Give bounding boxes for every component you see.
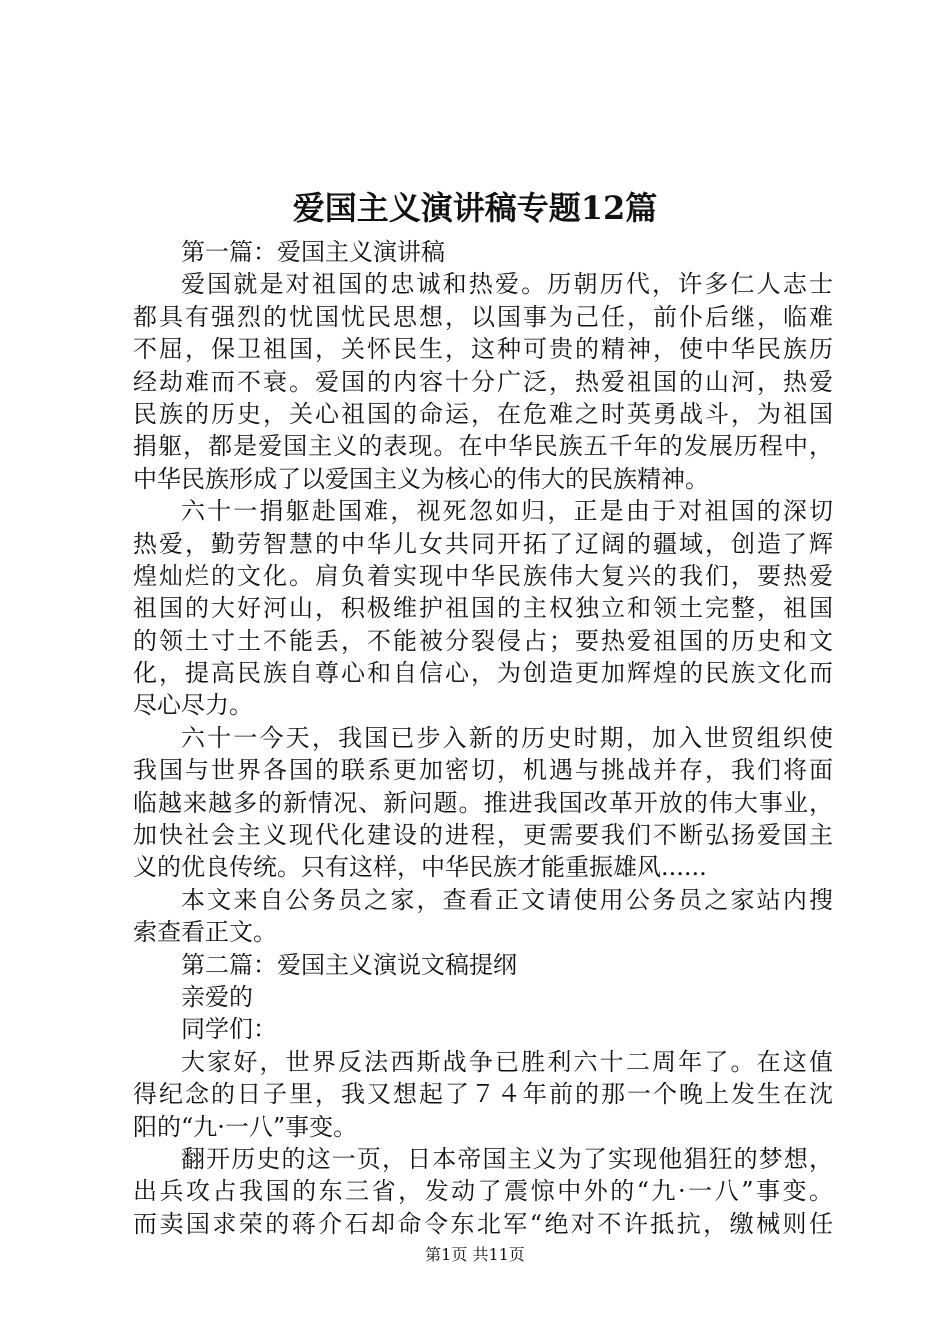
text-line: 不屈，保卫祖国，关怀民生，这种可贵的精神，使中华民族历 (133, 335, 833, 364)
document-title: 爱国主义演讲稿专题12篇 (292, 189, 658, 227)
text-line: 六十一今天，我国已步入新的历史时期，加入世贸组织使 (181, 723, 833, 752)
text-line: 翻开历史的这一页，日本帝国主义为了实现他猖狂的梦想， (181, 1144, 833, 1173)
text-line: 临越来越多的新情况、新问题。推进我国改革开放的伟大事业， (133, 788, 833, 817)
text-line: 第二篇：爱国主义演说文稿提纲 (181, 950, 517, 979)
text-line: 得纪念的日子里，我又想起了７４年前的那一个晚上发生在沈 (133, 1080, 833, 1109)
text-line: 经劫难而不衰。爱国的内容十分广泛，热爱祖国的山河，热爱 (133, 367, 833, 396)
text-line: 煌灿烂的文化。肩负着实现中华民族伟大复兴的我们，要热爱 (133, 561, 833, 590)
text-line: 热爱，勤劳智慧的中华儿女共同开拓了辽阔的疆域，创造了辉 (133, 529, 833, 558)
text-line: 化，提高民族自尊心和自信心，为创造更加辉煌的民族文化而 (133, 659, 833, 688)
text-line: 而卖国求荣的蒋介石却命令东北军“绝对不许抵抗，缴械则任 (133, 1209, 833, 1238)
text-line: 同学们： (181, 1015, 277, 1044)
text-line: 祖国的大好河山，积极维护祖国的主权独立和领土完整，祖国 (133, 594, 833, 623)
text-line: 阳的“九·一八”事变。 (133, 1112, 358, 1141)
text-line: 尽心尽力。 (133, 691, 253, 720)
page-footer: 第1页 共11页 (425, 1245, 525, 1264)
text-line: 出兵攻占我国的东三省，发动了震惊中外的“九·一八”事变。 (133, 1177, 833, 1206)
text-line: 我国与世界各国的联系更加密切，机遇与挑战并存，我们将面 (133, 756, 833, 785)
text-line: 六十一捐躯赴国难，视死忽如归，正是由于对祖国的深切 (181, 497, 833, 526)
text-line: 加快社会主义现代化建设的进程，更需要我们不断弘扬爱国主 (133, 821, 833, 850)
text-line: 的领土寸土不能丢，不能被分裂侵占；要热爱祖国的历史和文 (133, 626, 833, 655)
text-line: 大家好，世界反法西斯战争已胜利六十二周年了。在这值 (181, 1047, 833, 1076)
text-line: 爱国就是对祖国的忠诚和热爱。历朝历代，许多仁人志士 (181, 270, 833, 299)
document-body (133, 236, 833, 1240)
text-line: 捐躯，都是爱国主义的表现。在中华民族五千年的发展历程中， (133, 432, 833, 461)
text-line: 义的优良传统。只有这样，中华民族才能重振雄风...... (133, 853, 707, 882)
text-line: 本文来自公务员之家，查看正文请使用公务员之家站内搜 (181, 885, 833, 914)
text-line: 都具有强烈的忧国忧民思想，以国事为己任，前仆后继，临难 (133, 302, 833, 331)
text-line: 第一篇：爱国主义演讲稿 (181, 238, 445, 266)
text-line: 亲爱的 (181, 982, 253, 1011)
text-line: 中华民族形成了以爱国主义为核心的伟大的民族精神。 (133, 464, 709, 493)
text-line: 索查看正文。 (133, 918, 277, 947)
text-line: 民族的历史，关心祖国的命运，在危难之时英勇战斗，为祖国 (133, 399, 833, 428)
